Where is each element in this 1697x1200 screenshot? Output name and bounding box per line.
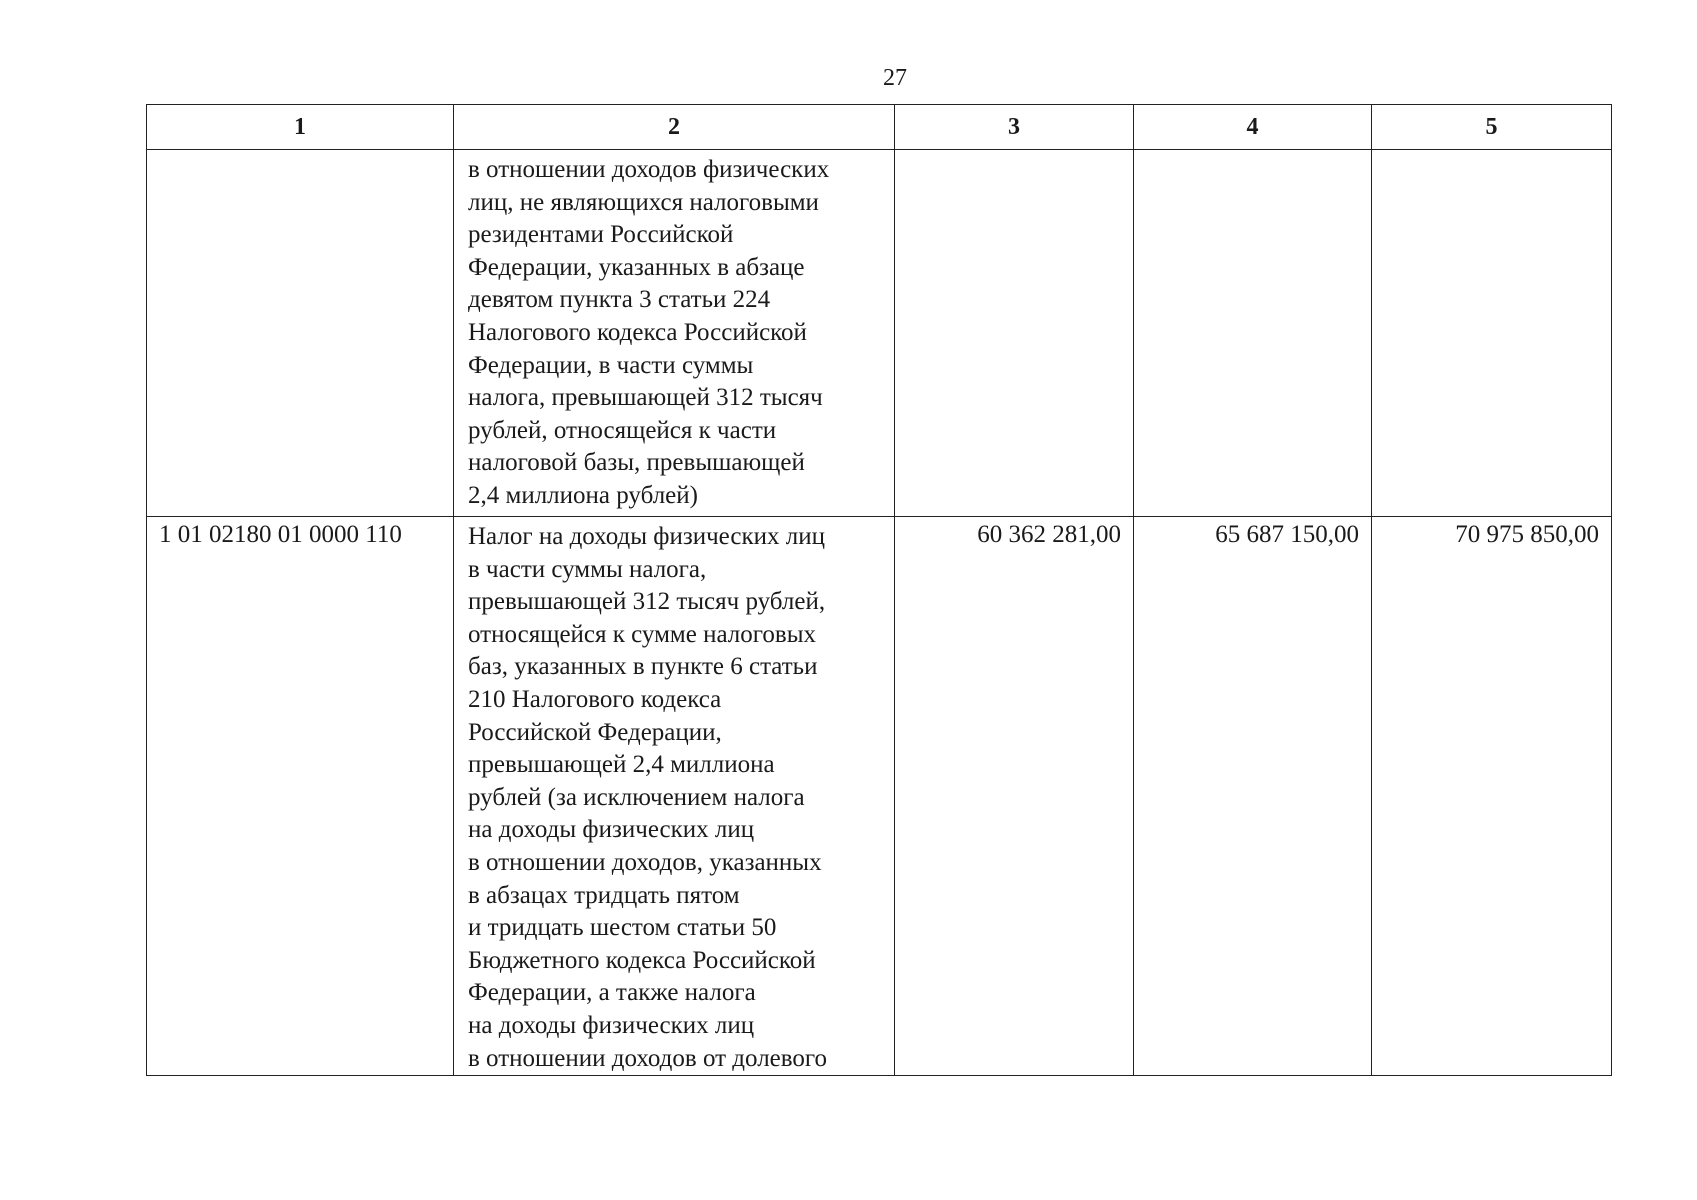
description-line: относящейся к сумме налоговых [468, 620, 816, 648]
page-number: 27 [883, 65, 907, 91]
amount-col-5-cell [1372, 150, 1612, 517]
header-col-5: 5 [1372, 105, 1612, 150]
description-line: в части суммы налога, [468, 555, 707, 583]
budget-revenue-table [146, 104, 1612, 1076]
description-line: Федерации, указанных в абзаце [468, 253, 805, 281]
description-line: Федерации, в части суммы [468, 351, 754, 379]
description-line: превышающей 2,4 миллиона [468, 751, 775, 779]
amount-col-4-cell [1134, 150, 1372, 517]
description-line: резидентами Российской [468, 221, 734, 249]
table-row [147, 517, 1612, 1076]
description-line: на доходы физических лиц [468, 1011, 755, 1039]
description-line: Налог на доходы физических лиц [468, 523, 825, 550]
description-line: в отношении доходов физических [468, 156, 830, 183]
description-line: превышающей 312 тысяч рублей, [468, 588, 826, 616]
revenue-code-cell: 1 01 02180 01 0000 110 [147, 517, 454, 1076]
description-line: баз, указанных в пункте 6 статьи [468, 653, 818, 681]
table-header-row [147, 105, 1612, 150]
description-line: 210 Налогового кодекса [468, 685, 722, 713]
description-line: лиц, не являющихся налоговыми [468, 188, 819, 216]
description-line: Налогового кодекса Российской [468, 318, 807, 346]
revenue-code-cell [147, 150, 454, 517]
header-col-4: 4 [1134, 105, 1372, 150]
description-line: Федерации, а также налога [468, 979, 756, 1007]
description-line: в отношении доходов, указанных [468, 848, 822, 876]
description-line: девятом пункта 3 статьи 224 [468, 286, 771, 314]
description-line: 2,4 миллиона рублей) [468, 481, 698, 509]
amount-col-3-cell [895, 150, 1134, 517]
amount-col-3-cell: 60 362 281,00 [895, 517, 1134, 1076]
header-col-3: 3 [895, 105, 1134, 150]
description-line: налога, превышающей 312 тысяч [468, 384, 823, 412]
description-line: Бюджетного кодекса Российской [468, 946, 816, 974]
description-line: в абзацах тридцать пятом [468, 881, 740, 909]
amount-col-5-cell: 70 975 850,00 [1372, 517, 1612, 1076]
description-line: на доходы физических лиц [468, 816, 755, 844]
table-row [147, 150, 1612, 517]
description-line: налоговой базы, превышающей [468, 449, 805, 477]
amount-col-4-cell: 65 687 150,00 [1134, 517, 1372, 1076]
header-col-2: 2 [454, 105, 895, 150]
description-cell [454, 150, 895, 517]
description-line: рублей (за исключением налога [468, 783, 805, 811]
description-line: в отношении доходов от долевого [468, 1044, 828, 1072]
description-cell [454, 517, 895, 1076]
header-col-1: 1 [147, 105, 454, 150]
description-line: и тридцать шестом статьи 50 [468, 914, 777, 942]
description-line: Российской Федерации, [468, 718, 722, 746]
description-line: рублей, относящейся к части [468, 416, 777, 444]
